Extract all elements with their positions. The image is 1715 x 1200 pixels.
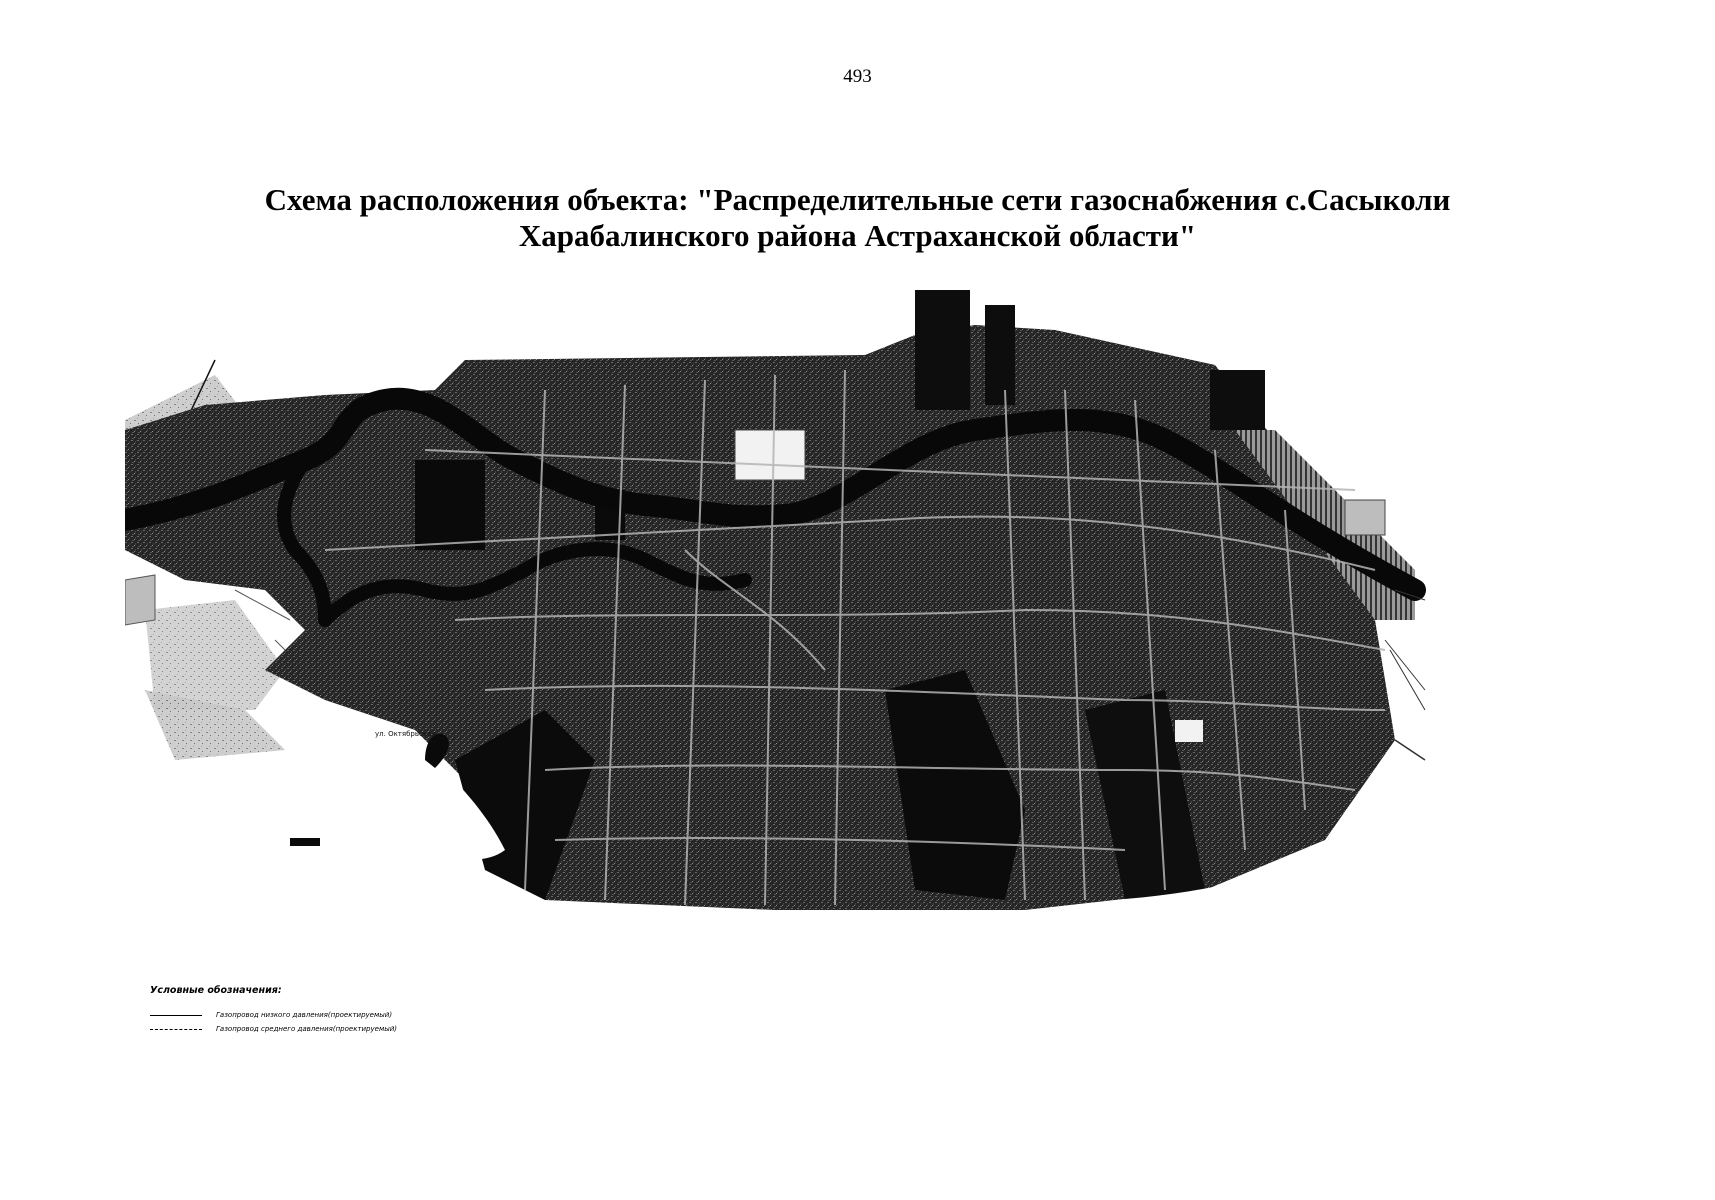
map-canvas — [125, 290, 1565, 1010]
legend-item-medium-pressure — [150, 1022, 397, 1036]
legend-item-label: Газопровод среднего давления(проектируемый) — [216, 1025, 398, 1033]
dashed-line-icon — [150, 1029, 202, 1030]
street-label: ул. Октябрьская — [375, 730, 436, 738]
solid-line-icon — [150, 1015, 202, 1016]
legend-item-low-pressure — [150, 1008, 397, 1022]
page-title — [0, 182, 1715, 254]
legend-title: Условные обозначения: — [150, 985, 282, 996]
legend — [150, 985, 397, 1036]
title-line-1: Схема расположения объекта: "Распределительные сети газоснабжения с.Сасыколи — [264, 182, 1451, 217]
village-map — [125, 290, 1565, 1010]
legend-item-label: Газопровод низкого давления(проектируемый) — [216, 1011, 393, 1019]
page-number: 493 — [843, 66, 872, 87]
title-line-2: Харабалинского района Астраханской области" — [518, 218, 1197, 253]
